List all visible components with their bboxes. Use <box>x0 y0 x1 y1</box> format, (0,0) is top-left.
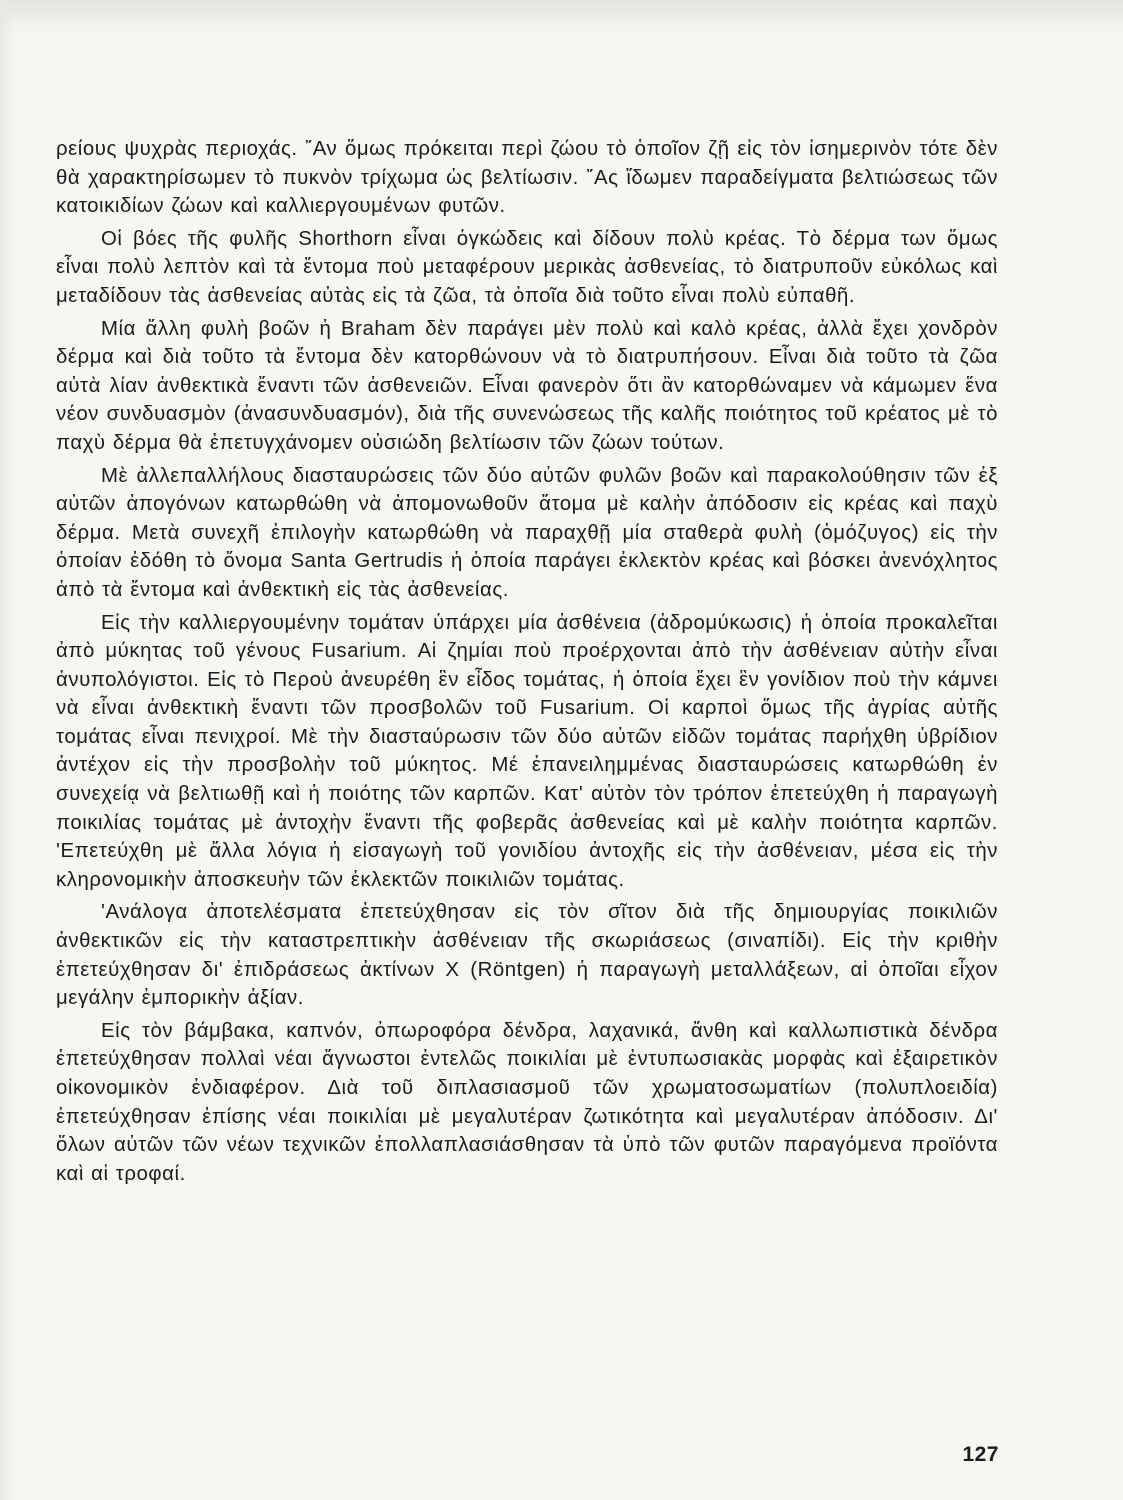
body-text <box>56 135 998 1192</box>
paragraph-wheat-barley: 'Ανάλογα ἀποτελέσματα ἐπετεύχθησαν εἰς τὸν σῖτον διὰ τῆς δημιουργίας ποικιλιῶν ἀνθεκτικῶν εἰς τὴν καταστρεπτικὴν ἀσθένειαν τῆς σκωριάσεως (σιναπίδι). Εἰς τὴν κριθὴν ἐπετεύχθησαν δι' ἐπιδράσεως ἀκτίνων X (Röntgen) ἡ παραγωγὴ μεταλλάξεων, αἱ ὁποῖαι εἶχον μεγάλην ἐμπορικὴν ἀξίαν. <box>56 901 998 1010</box>
page-top-edge <box>0 0 1123 38</box>
paragraph-tomato: Εἰς τὴν καλλιεργουμένην τομάταν ὑπάρχει μία ἀσθένεια (ἀδρομύκωσις) ἡ ὁποία προκαλεῖται ἀπὸ μύκητας τοῦ γένους Fusarium. Αἱ ζημίαι ποὺ προέρχονται ἀπὸ τὴν ἀσθένειαν αὐτὴν εἶναι ἀνυπολόγιστοι. Εἰς τὸ Περοὺ ἀνευρέθη ἓν εἶδος τομάτας, ἡ ὁποία ἔχει ἓν γονίδιον ποὺ τὴν κάμνει νὰ εἶναι ἀνθεκτικὴ ἔναντι τῶν προσβολῶν τοῦ Fusarium. Οἱ καρποὶ ὅμως τῆς ἀγρίας αὐτῆς τομάτας εἶναι πενιχροί. Μὲ τὴν διασταύρωσιν τῶν δύο αὐτῶν εἰδῶν τομάτας παρήχθη ὑβρίδιον ἀντέχον εἰς τὴν προσβολὴν τοῦ μύκητος. Μέ ἐπανειλημμένας διασταυρώσεις κατωρθώθη ἐν συνεχείᾳ νὰ βελτιωθῇ καὶ ἡ ποιότης τῶν καρπῶν. Κατ' αὐτὸν τὸν τρόπον ἐπετεύχθη ἡ παραγωγὴ ποικιλίας τομάτας μὲ ἀντοχὴν ἔναντι τῆς φοβερᾶς ἀσθενείας καὶ μὲ καλὴν ποιότητα καρπῶν. 'Επετεύχθη μὲ ἄλλα λόγια ἡ εἰσαγωγὴ τοῦ γονιδίου ἀντοχῆς εἰς τὴν ἀσθένειαν, μέσα εἰς τὴν κληρονομικὴν ἀποσκευὴν τῶν ἐκλεκτῶν ποικιλιῶν τομάτας. <box>56 611 998 891</box>
paragraph-polyploidy: Εἰς τὸν βάμβακα, καπνόν, ὀπωροφόρα δένδρα, λαχανικά, ἄνθη καὶ καλλωπιστικὰ δένδρα ἐπετεύχθησαν πολλαὶ νέαι ἄγνωστοι ἐντελῶς ποικιλίαι μὲ ἐντυπωσιακὰς μορφὰς καὶ ἐξαιρετικὸν οἰκονομικὸν ἐνδιαφέρον. Διὰ τοῦ διπλασιασμοῦ τῶν χρωματοσωματίων (πολυπλοειδία) ἐπετεύχθησαν ἐπίσης νέαι ποικιλίαι μὲ μεγαλυτέραν ζωτικότητα καὶ μεγαλυτέραν ἀπόδοσιν. Δι' ὅλων αὐτῶν τῶν νέων τεχνικῶν ἐπολλαπλασιάσθησαν τὰ ὑπὸ τῶν φυτῶν παραγόμενα προϊόντα καὶ αἱ τροφαί. <box>56 1019 998 1185</box>
paragraph-shorthorn: Οἱ βόες τῆς φυλῆς Shorthorn εἶναι ὀγκώδεις καὶ δίδουν πολὺ κρέας. Τὸ δέρμα των ὅμως εἶναι πολὺ λεπτὸν καὶ τὰ ἔντομα ποὺ μεταφέρουν μερικὰς ἀσθενείας, τὸ διατρυποῦν εὐκόλως καὶ μεταδίδουν τὰς ἀσθενείας αὐτὰς εἰς τὰ ζῶα, τὰ ὁποῖα διὰ τοῦτο εἶναι πολὺ εὐπαθῆ. <box>56 227 998 307</box>
paragraph-braham: Μία ἄλλη φυλὴ βοῶν ἡ Braham δὲν παράγει μὲν πολὺ καὶ καλὸ κρέας, ἀλλὰ ἔχει χονδρὸν δέρμα καὶ διὰ τοῦτο τὰ ἔντομα δὲν κατορθώνουν νὰ τὸ διατρυπήσουν. Εἶναι διὰ τοῦτο τὰ ζῶα αὐτὰ λίαν ἀνθεκτικὰ ἔναντι τῶν ἀσθενειῶν. Εἶναι φανερὸν ὅτι ἂν κατορθώναμεν νὰ κάμωμεν ἕνα νέον συνδυασμὸν (ἀνασυνδυασμόν), διὰ τῆς συνενώσεως τῆς καλῆς ποιότητος τοῦ κρέατος μὲ τὸ παχὺ δέρμα θὰ ἐπετυγχάνομεν οὐσιώδη βελτίωσιν τῶν ζώων τούτων. <box>56 317 998 454</box>
page-number: 127 <box>962 1443 999 1466</box>
page-left-edge <box>0 0 14 1500</box>
paragraph-continued: ρείους ψυχρὰς περιοχάς. ῎Αν ὅμως πρόκειται περὶ ζώου τὸ ὁποῖον ζῇ εἰς τὸν ἰσημερινὸν τότε δὲν θὰ χαρακτηρίσωμεν τὸ πυκνὸν τρίχωμα ὡς βελτίωσιν. ῎Ας ἴδωμεν παραδείγματα βελτιώσεως τῶν κατοικιδίων ζώων καὶ καλλιεργουμένων φυτῶν. <box>56 138 998 218</box>
paragraph-santa-gertrudis: Μὲ ἀλλεπαλλήλους διασταυρώσεις τῶν δύο αὐτῶν φυλῶν βοῶν καὶ παρακολούθησιν τῶν ἐξ αὐτῶν ἀπογόνων κατωρθώθη νὰ ἀπομονωθοῦν ἄτομα μὲ καλὴν ἀπόδοσιν εἰς κρέας καὶ παχὺ δέρμα. Μετὰ συνεχῆ ἐπιλογὴν κατωρθώθη νὰ παραχθῇ μία σταθερὰ φυλὴ (ὁμόζυγος) εἰς τὴν ὁποίαν ἐδόθη τὸ ὄνομα Santa Gertrudis ἡ ὁποία παράγει ἐκλεκτὸν κρέας καὶ βόσκει ἀνενόχλητος ἀπὸ τὰ ἔντομα καὶ ἀνθεκτικὴ εἰς τὰς ἀσθενείας. <box>56 464 998 601</box>
